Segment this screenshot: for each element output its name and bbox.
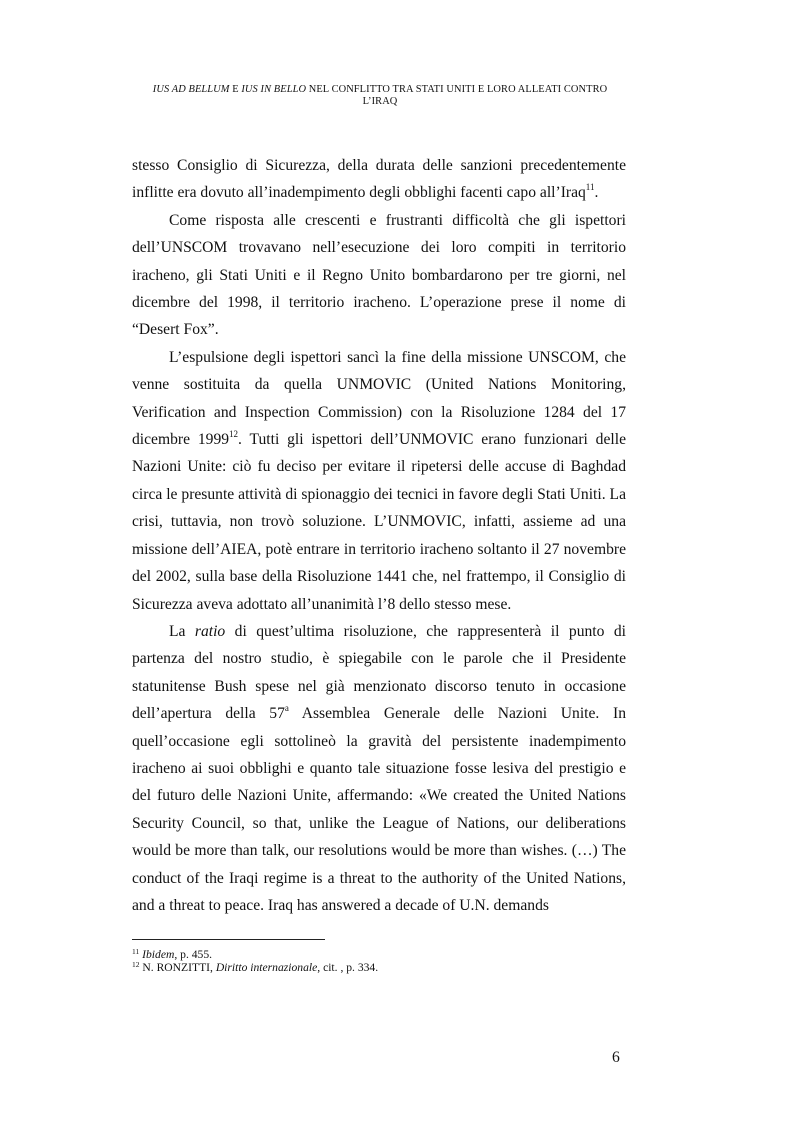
page-number: 6: [612, 1049, 620, 1066]
ordinal-superscript: a: [284, 703, 289, 714]
paragraph-4: [132, 618, 626, 919]
footnote-divider: [132, 939, 325, 940]
paragraph-1-end: .: [594, 184, 599, 202]
footnote-author: N. RONZITTI,: [139, 961, 216, 974]
header-conjunction: E: [229, 84, 242, 95]
header-italic-ius-in-bello: IUS IN BELLO: [241, 84, 307, 95]
paragraph-1-text: stesso Consiglio di Sicurezza, della durata delle sanzioni precedentemente inflitte era dovuto all’inadempimento degli obblighi facenti capo all’Iraq: [132, 157, 626, 202]
paragraph-3-text-b: . Tutti gli ispettori dell’UNMOVIC erano funzionari delle Nazioni Unite: ciò fu deciso per evitare il ripetersi delle accuse di Baghdad circa le presunte attività di spionaggio dei tecnici in favore degli Stati Uniti. La crisi, tuttavia, non trovò soluzione. L’UNMOVIC, infatti, assieme ad una missione dell’AIEA, potè entrare in territorio iracheno soltanto il 27 novembre del 2002, sulla base della Risoluzione 1441 che, nel frattempo, il Consiglio di Sicurezza aveva adottato all’unanimità l’8 dello stesso mese.: [132, 431, 626, 613]
paragraph-4-italic-ratio: ratio: [194, 622, 226, 640]
paragraph-4-text-c: Assemblea Generale delle Nazioni Unite. In quell’occasione egli sottolineò la gravità del persistente inadempimento iracheno ai suoi obblighi e quanto tale situazione fosse lesiva del prestigio e del futuro delle Nazioni Unite, affermando: «We created the United Nations Security Council, so that, unlike the League of Nations, our deliberations would be more than talk, our resolutions would be more than wishes. (…) The conduct of the Iraqi regime is a threat to the authority of the United Nations, and a threat to peace. Iraq has answered a decade of U.N. demands: [132, 705, 626, 914]
paragraph-1: [132, 152, 626, 207]
footnotes: [132, 948, 626, 974]
header-italic-ius-ad-bellum: IUS AD BELLUM: [152, 84, 230, 95]
header-title-line2: L’IRAQ: [362, 96, 398, 107]
paragraph-3-text-a: L’espulsione degli ispettori sancì la fine della missione UNSCOM, che venne sostituita da quella UNMOVIC (United Nations Monitoring, Verification and Inspection Commission) con la Risoluzione 1284 del 17 dicembre 1999: [132, 348, 626, 449]
body-text: [132, 152, 626, 919]
running-header: [132, 84, 628, 108]
footnote-text: , p. 455.: [174, 948, 213, 961]
paragraph-4-text-a: La: [169, 622, 195, 640]
paragraph-4-text-b: di quest’ultima risoluzione, che rappresenterà il punto di partenza del nostro studio, è spiegabile con le parole che il Presidente statunitense Bush spese nel già menzionato discorso tenuto in occasione dell’apertura della 57: [132, 622, 626, 723]
footnote-italic: Diritto internazionale: [215, 961, 318, 974]
footnote-number: 12: [132, 960, 140, 969]
paragraph-2: Come risposta alle crescenti e frustranti difficoltà che gli ispettori dell’UNSCOM trovavano nell’esecuzione dei loro compiti in territorio iracheno, gli Stati Uniti e il Regno Unito bombardarono per tre giorni, nel dicembre del 1998, il territorio iracheno. L’operazione prese il nome di “Desert Fox”.: [132, 211, 626, 339]
footnote-number: 11: [132, 947, 140, 956]
footnote-11: [132, 948, 626, 961]
footnote-12: [132, 961, 626, 974]
footnote-ref-11[interactable]: 11: [585, 182, 595, 193]
paragraph-3: [132, 344, 626, 618]
footnote-ref-12[interactable]: 12: [229, 429, 239, 440]
header-title-rest: NEL CONFLITTO TRA STATI UNITI E LORO ALLEATI CONTRO: [306, 84, 608, 95]
footnote-italic: Ibidem: [142, 948, 175, 961]
footnote-text: , cit. , p. 334.: [317, 961, 379, 974]
